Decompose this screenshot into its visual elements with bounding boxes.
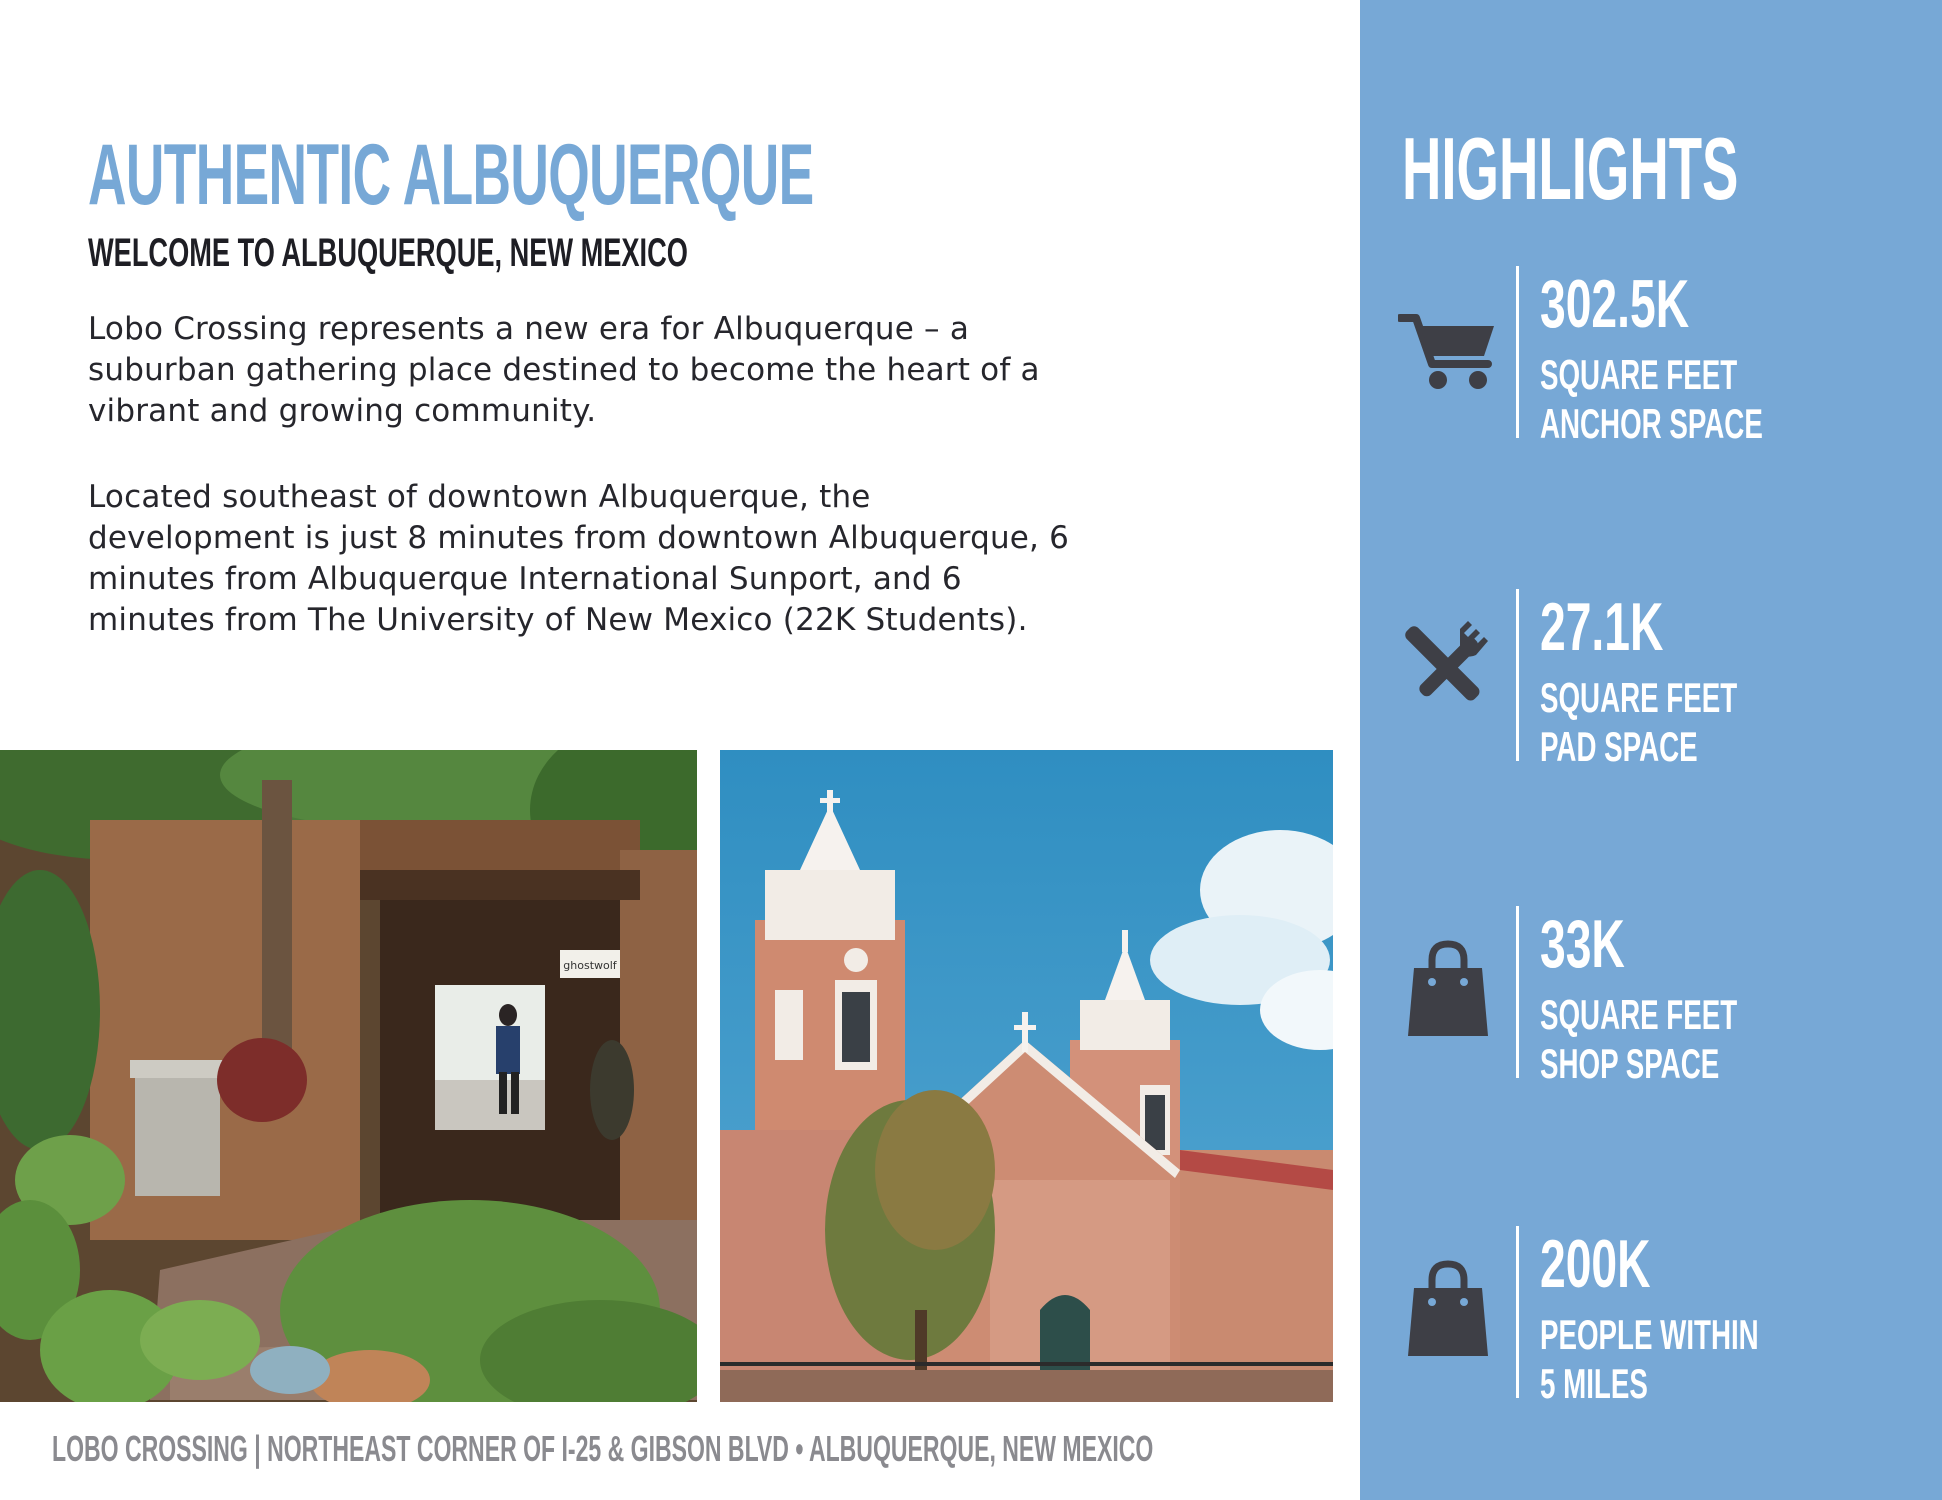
stat-label-line-2: PAD SPACE [1540, 723, 1698, 770]
highlight-anchor-space [1360, 266, 1942, 446]
highlight-population [1360, 1226, 1942, 1406]
divider [1516, 266, 1519, 438]
page-subtitle: WELCOME TO ALBUQUERQUE, NEW MEXICO [88, 231, 688, 275]
stat-label-line-1: SQUARE FEET [1540, 991, 1738, 1038]
page-title: AUTHENTIC ALBUQUERQUE [88, 127, 814, 223]
highlight-shop-space [1360, 906, 1942, 1086]
footer-address: LOBO CROSSING | NORTHEAST CORNER OF I-25 & GIBSON BLVD • ALBUQUERQUE, NEW MEXICO [52, 1428, 1154, 1469]
shopping-cart-icon [1398, 296, 1498, 396]
stat-value: 27.1K [1540, 589, 1664, 665]
divider [1516, 1226, 1519, 1398]
stat-label-line-1: PEOPLE WITHIN [1540, 1311, 1759, 1358]
stat-label-line-2: ANCHOR SPACE [1540, 400, 1763, 447]
location-paragraph: Located southeast of downtown Albuquerque, the development is just 8 minutes from downtown Albuquerque, 6 minutes from Albuquerque International Sunport, and 6 minutes from The University of New Mexico (22K Students). [88, 479, 1070, 638]
stat-label-line-2: 5 MILES [1540, 1360, 1648, 1407]
stat-value: 302.5K [1540, 266, 1690, 342]
stat-label-line-1: SQUARE FEET [1540, 351, 1738, 398]
shop-sign: ghostwolf [563, 959, 617, 972]
church-photo [720, 750, 1333, 1402]
highlights-panel [1360, 0, 1942, 1500]
divider [1516, 906, 1519, 1078]
stat-label-line-1: SQUARE FEET [1540, 674, 1738, 721]
shopping-bag-icon [1398, 936, 1498, 1036]
stat-value: 33K [1540, 906, 1625, 982]
highlight-pad-space [1360, 589, 1942, 769]
divider [1516, 589, 1519, 761]
knife-fork-icon [1398, 619, 1498, 719]
stat-label-line-2: SHOP SPACE [1540, 1040, 1720, 1087]
shopping-bag-icon [1398, 1256, 1498, 1356]
stat-value: 200K [1540, 1226, 1651, 1302]
highlights-title: HIGHLIGHTS [1402, 119, 1739, 218]
intro-paragraph: Lobo Crossing represents a new era for Albuquerque – a suburban gathering place destined to become the heart of a vibrant and growing community. [88, 311, 1040, 429]
adobe-courtyard-photo [0, 750, 697, 1402]
